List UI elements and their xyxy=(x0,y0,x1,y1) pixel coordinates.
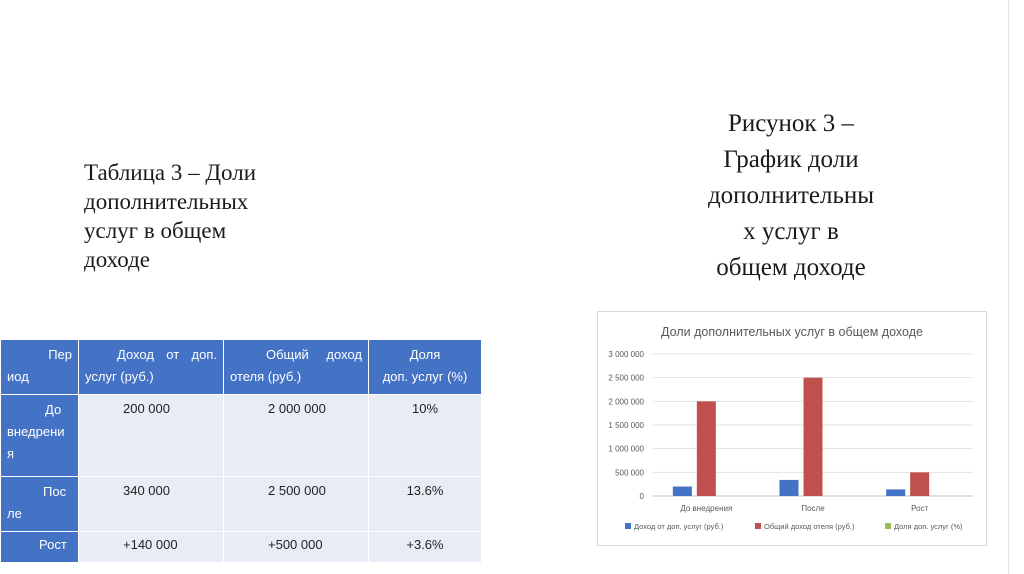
header-period: Пер иод xyxy=(1,340,79,395)
y-tick-label: 2 000 000 xyxy=(608,397,644,407)
bar xyxy=(910,472,929,496)
header-share: Доля доп. услуг (%) xyxy=(369,340,482,395)
cell-total: +500 000 xyxy=(224,532,369,563)
cell-income: 200 000 xyxy=(79,395,224,477)
slide-edge-line xyxy=(1008,0,1009,574)
cell-share: 10% xyxy=(369,395,482,477)
legend-swatch xyxy=(625,523,631,529)
cell-share: 13.6% xyxy=(369,477,482,532)
y-tick-label: 500 000 xyxy=(615,468,644,478)
table-caption: Таблица 3 – Доли дополнительных услуг в общем доходе xyxy=(84,160,257,272)
bar-chart xyxy=(597,311,987,546)
header-income: Доход от доп. услуг (руб.) xyxy=(79,340,224,395)
y-tick-label: 0 xyxy=(639,492,644,501)
y-tick-label: 1 500 000 xyxy=(608,421,644,430)
legend-label: Доля доп. услуг (%) xyxy=(894,522,963,531)
header-total: Общий доход отеля (руб.) xyxy=(224,340,369,395)
y-tick-label: 1 000 000 xyxy=(608,444,644,454)
cell-total: 2 000 000 xyxy=(224,395,369,477)
bar xyxy=(804,378,823,496)
y-tick-label: 3 000 000 xyxy=(608,350,644,359)
bar xyxy=(697,401,716,496)
x-tick-label: До внедрения xyxy=(680,504,733,513)
legend-label: Доход от доп. услуг (руб.) xyxy=(634,522,724,531)
cell-income: 340 000 xyxy=(79,477,224,532)
cell-share: +3.6% xyxy=(369,532,482,563)
cell-income: +140 000 xyxy=(79,532,224,563)
legend-label: Общий доход отеля (руб.) xyxy=(764,522,855,531)
bar xyxy=(886,489,905,496)
chart-title: Доли дополнительных услуг в общем доходе xyxy=(661,325,923,339)
row-label: Рост xyxy=(1,532,79,563)
table-row xyxy=(1,477,482,532)
cell-total: 2 500 000 xyxy=(224,477,369,532)
x-tick-label: После xyxy=(801,504,825,513)
figure-caption: Рисунок 3 – График доли дополнительны х услуг в общем доходе xyxy=(707,110,875,281)
table-row xyxy=(1,532,482,563)
legend-swatch xyxy=(755,523,761,529)
row-label: До внедрени я xyxy=(1,395,79,477)
bar xyxy=(780,480,799,496)
bar xyxy=(673,487,692,496)
row-label: Пос ле xyxy=(1,477,79,532)
chart-svg xyxy=(598,312,986,545)
data-table xyxy=(0,339,482,563)
x-tick-label: Рост xyxy=(911,504,929,513)
table-row xyxy=(1,395,482,477)
legend-swatch xyxy=(885,523,891,529)
y-tick-label: 2 500 000 xyxy=(608,373,644,383)
